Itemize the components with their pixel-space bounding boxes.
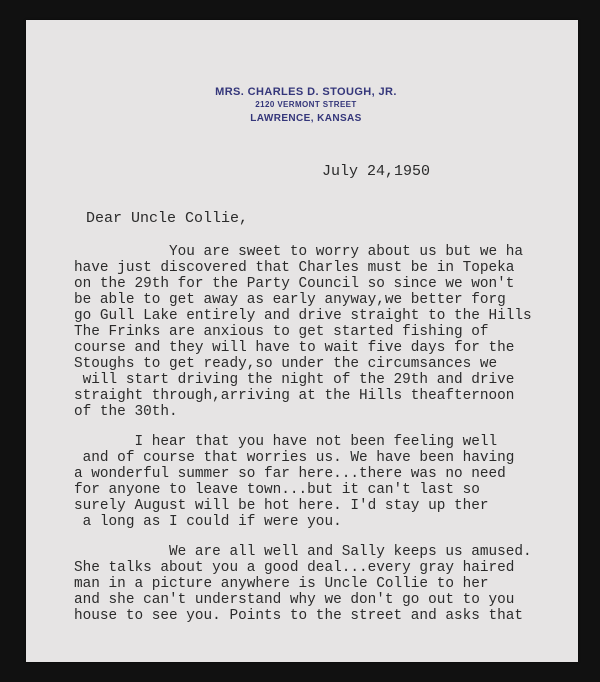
letter-page [26,20,578,662]
letterhead [176,86,436,125]
body-line: a wonderful summer so far here...there was no need [74,466,506,482]
body-line: The Frinks are anxious to get started fishing of [74,324,489,340]
body-line: of the 30th. [74,404,178,420]
letterhead-name: MRS. CHARLES D. STOUGH, JR. [215,86,397,98]
body-line: I hear that you have not been feeling well [74,434,498,450]
body-line: and of course that worries us. We have been having [74,450,515,466]
body-line: be able to get away as early anyway,we better forg [74,292,506,308]
body-line: Stoughs to get ready,so under the circumsances we [74,356,498,372]
body-line: will start driving the night of the 29th and drive [74,372,515,388]
body-line: She talks about you a good deal...every gray haired [74,560,515,576]
body-line: go Gull Lake entirely and drive straight to the Hills [74,308,532,324]
body-line: have just discovered that Charles must be in Topeka [74,260,515,276]
body-line: man in a picture anywhere is Uncle Collie to her [74,576,489,592]
salutation: Dear Uncle Collie, [86,210,249,227]
body-line: a long as I could if were you. [74,514,342,530]
body-line: and she can't understand why we don't go out to you [74,592,515,608]
letterhead-city: LAWRENCE, KANSAS [250,113,362,124]
body-line: We are all well and Sally keeps us amused. [74,544,532,560]
body-line: on the 29th for the Party Council so since we won't [74,276,515,292]
body-line: course and they will have to wait five days for the [74,340,515,356]
body-line: house to see you. Points to the street and asks that [74,608,524,624]
body-line: straight through,arriving at the Hills theafternoon [74,388,515,404]
letter-date: July 24,1950 [322,163,431,180]
letterhead-street: 2120 VERMONT STREET [255,100,357,109]
body-line: You are sweet to worry about us but we ha [74,244,524,260]
body-line: for anyone to leave town...but it can't last so [74,482,480,498]
body-line: surely August will be hot here. I'd stay up ther [74,498,489,514]
